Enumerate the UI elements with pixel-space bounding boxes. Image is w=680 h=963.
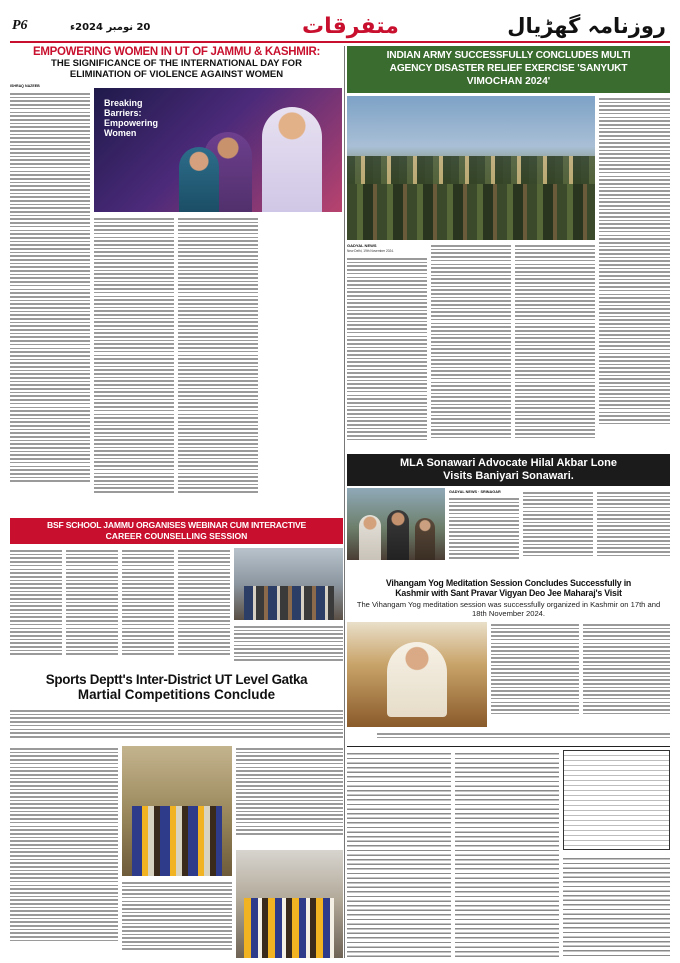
center-column-rule [344,46,345,958]
story6-column-2 [583,622,670,727]
story6-column-3 [377,731,670,743]
story2-headline-banner: INDIAN ARMY SUCCESSFULLY CONCLUDES MULTI AGENCY DISASTER RELIEF EXERCISE 'SANYUKT VIMOCHAN 2024' [347,46,670,93]
story-vihangam-yog [347,578,670,962]
story3-headline-banner: MLA Sonawari Advocate Hilal Akbar Lone Visits Baniyari Sonawari. [347,454,670,486]
story1-column-3 [178,216,258,511]
masthead-rule [10,41,670,43]
story2-dateline: GADYAL NEWS [347,243,377,248]
section-title: متفرقات [302,14,399,39]
notice-block-3 [563,750,670,850]
story4-headline: BSF SCHOOL JAMMU ORGANISES WEBINAR CUM INTERACTIVE CAREER COUNSELLING SESSION [10,518,343,544]
story-mla-sonawari [347,454,670,574]
story-bsf-school [10,518,343,668]
story2-dateline-2: New Delhi, 19th November 2024. [347,249,394,253]
urdu-notices-area [347,746,670,960]
story3-column-1 [449,496,519,566]
story5-headline: Sports Deptt's Inter-District UT Level Gatka Martial Competitions Conclude [45,672,308,702]
story-women-empowerment [10,46,343,514]
mla-visit-photo [347,488,445,560]
story2-column-1 [347,256,427,452]
story2-column-2 [431,243,511,452]
page-number: P6 [12,18,28,33]
story-gatka [10,672,343,962]
story4-column-4 [178,548,230,666]
story1-column-4 [262,88,342,511]
story3-dateline: GADYAL NEWS · SRINAGAR [449,490,501,494]
story3-column-3 [597,490,670,566]
story4-column-1 [10,548,62,666]
story1-byline: ISHRAQ NAZEEB [10,84,40,88]
notice-block-4 [563,855,670,958]
story6-subhead: The Vihangam Yog meditation session was successfully organized in Kashmir on 17th and 18th November 2024. [356,600,661,618]
yog-session-photo [347,622,487,727]
story2-column-3 [515,243,595,452]
story-indian-army [347,46,670,452]
story2-column-right-top [599,96,670,451]
story1-column-1 [10,91,90,511]
newspaper-name: روزنامہ گھڑیال [507,14,666,38]
story6-headline: Vihangam Yog Meditation Session Concludes Successfully in Kashmir with Sant Pravar Vigyan Deo Jee Maharaj's Visit [385,578,632,598]
issue-date: 20 نومبر 2024ء [70,22,151,33]
photo-caption: Breaking Barriers: Empowering Women [104,98,159,138]
story4-column-2 [66,548,118,666]
bsf-session-photo [234,548,343,620]
story3-column-2 [523,490,593,566]
story1-headline: EMPOWERING WOMEN IN UT OF JAMMU & KASHMIR: THE SIGNIFICANCE OF THE INTERNATIONAL DAY FOR ELIMINATION OF VIOLENCE AGAINST WOMEN [32,46,321,80]
story5-column-2 [10,746,118,960]
notice-block-2 [455,750,559,958]
story5-column-4 [236,746,343,846]
story5-column-3 [122,880,232,960]
notice-block-1 [347,750,451,958]
story1-column-2 [94,216,174,511]
gatka-photo [122,746,232,876]
story4-column-3 [122,548,174,666]
story5-column-1 [10,708,343,744]
masthead [10,14,670,40]
gatka-photo-2 [236,850,343,958]
story6-column-1 [491,622,579,727]
army-exercise-photo [347,96,595,240]
story4-column-5 [234,624,343,666]
